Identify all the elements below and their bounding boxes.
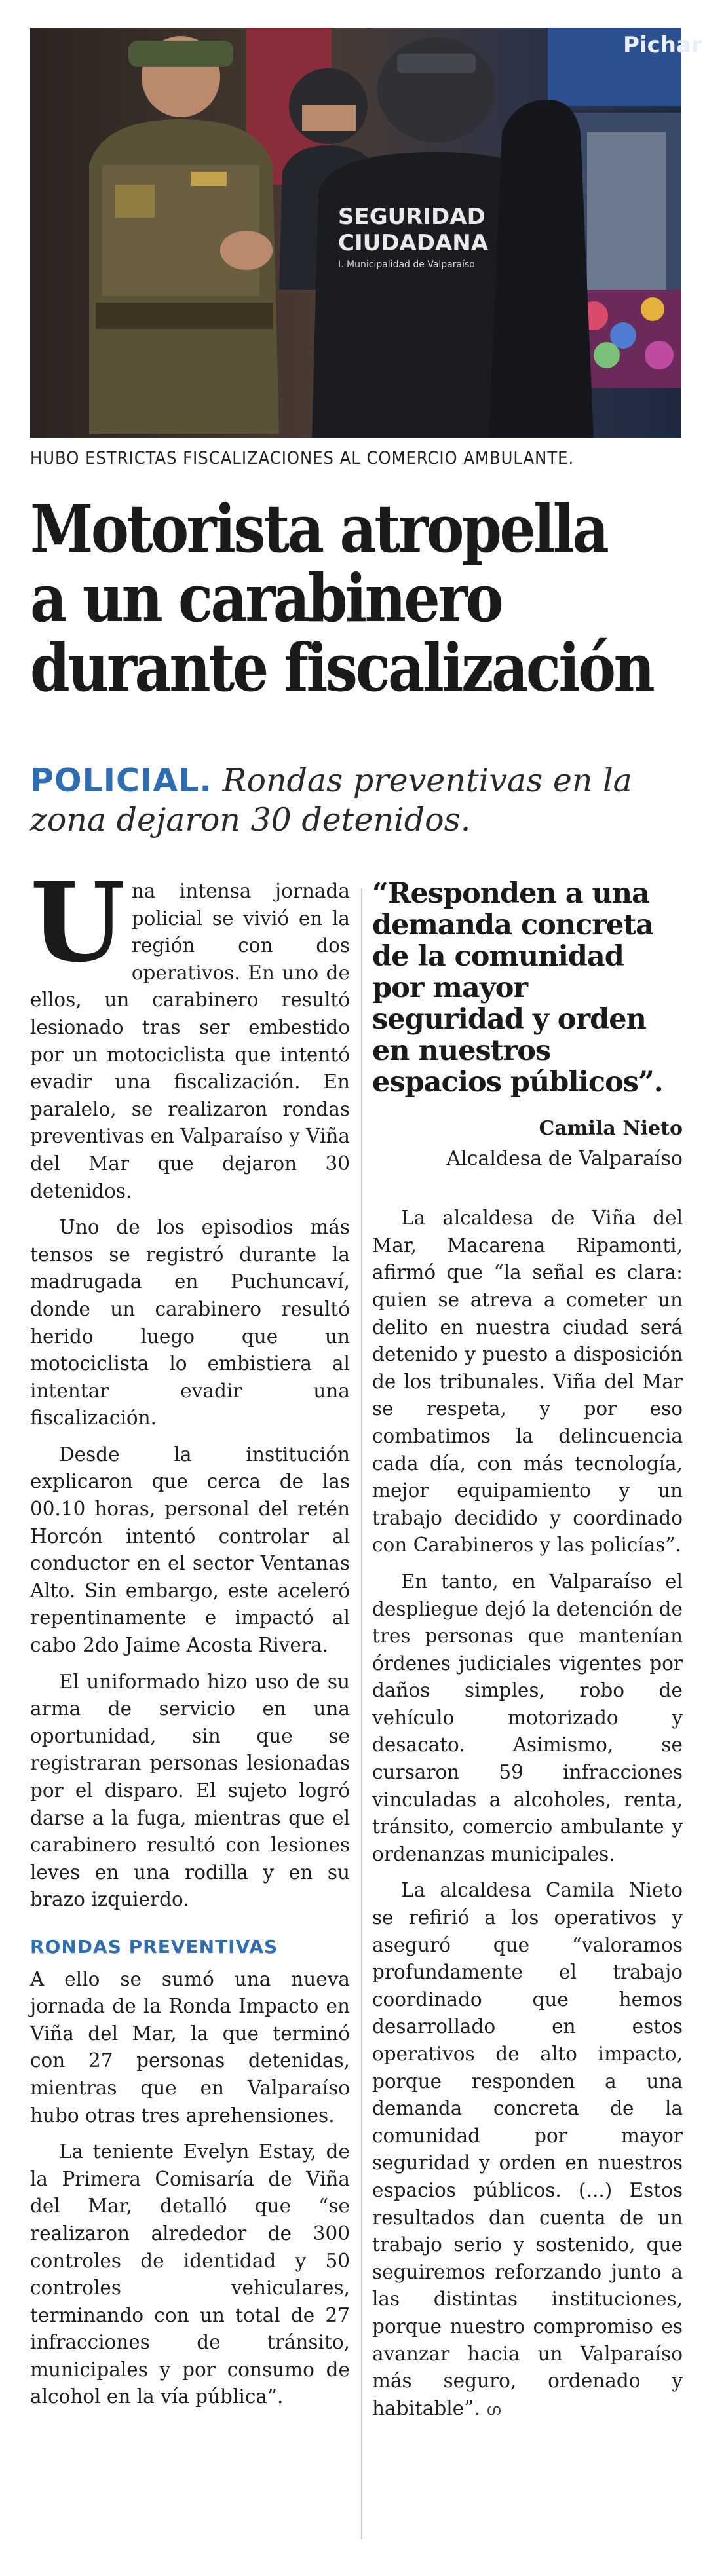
vest-text-line1: SEGURIDAD: [338, 204, 486, 230]
quote-author-role: Alcaldesa de Valparaíso: [446, 1146, 683, 1170]
headline-line-2: a un carabinero: [30, 559, 502, 637]
body-paragraph: El uniformado hizo uso de su arma de servicio en una oportunidad, sin que se registraran personas lesionadas por el disparo. El sujeto logró darse a la fuga, mientras que el carabinero resultó con lesiones leves en una rodilla y en su brazo izquierdo.: [30, 1670, 350, 1911]
body-paragraph: [372, 1877, 683, 2423]
photo-caption: HUBO ESTRICTAS FISCALIZACIONES AL COMERCIO AMBULANTE.: [30, 448, 575, 468]
deck: [30, 761, 685, 840]
right-column: [372, 878, 683, 2433]
headline-line-3: durante fiscalización: [30, 629, 653, 706]
vest-text-line3: I. Municipalidad de Valparaíso: [338, 259, 475, 270]
news-photo: [30, 28, 702, 438]
quote-author: Camila Nieto: [539, 1117, 683, 1140]
section-kicker: POLICIAL.: [30, 762, 212, 799]
vest-text-line2: CIUDADANA: [338, 230, 489, 256]
body-paragraph: Desde la institución explicaron que cerca de las 00.10 horas, personal del retén Horcón intentó controlar al conductor en el sector Ventanas Alto. Sin embargo, este aceleró repentinamente e impactó al cabo 2do Jaime Acosta Rivera.: [30, 1443, 350, 1657]
body-paragraph: En tanto, en Valparaíso el despliegue dejó la detención de tres personas que mantenían órdenes judiciales vigentes por daños simples, robo de vehículo motorizado y desacato. Asimismo, se cursaron 59 infracciones vinculadas a alcoholes, renta, tránsito, comercio ambulante y ordenanzas municipales.: [372, 1570, 683, 1865]
lead-paragraph-text: na intensa jornada policial se vivió en la región con dos operativos. En uno de ellos, un carabinero resultó lesionado tras ser embestido por un motociclista que intentó evadir una fiscalización. En paralelo, se realizaron rondas preventivas en Valparaíso y Viña del Mar que dejaron 30 detenidos.: [30, 880, 350, 1202]
body-paragraph: Uno de los episodios más tensos se registró durante la madrugada en Puchuncaví, donde un carabinero resultó herido luego que un motociclista lo embistiera al intentar evadir una fiscalización.: [30, 1216, 350, 1430]
left-column: [30, 859, 350, 2420]
body-paragraph: A ello se sumó una nueva jornada de la Ronda Impacto en Viña del Mar, la que terminó con 27 personas detenidas, mientras que en Valparaíso hubo otras tres aprehensiones.: [30, 1967, 350, 2127]
pull-quote: “Responden a una demanda concreta de la comunidad por mayor seguridad y orden en nuestros espacios públicos”.: [372, 877, 663, 1099]
drop-cap: U: [30, 859, 125, 987]
photo-illustration: [30, 28, 702, 438]
deck-text: Rondas preventivas en la zona dejaron 30 detenidos.: [30, 762, 632, 839]
headline: [30, 490, 653, 706]
body-paragraph-text: La alcaldesa Camila Nieto se refirió a los operativos y aseguró que “valoramos profundamente el trabajo coordinado que hemos desarrollado en estos operativos de alto impacto, porque responden a una demanda concreta de la comunidad por mayor seguridad y orden en nuestros espacios públicos. (...) Estos resultados dan cuenta de un trabajo serio y sostenido, que seguiremos reforzando junto a las distintas instituciones, porque nuestro compromiso es avanzar hacia un Valparaíso más seguro, ordenado y habitable”.: [372, 1879, 683, 2419]
subheading: RONDAS PREVENTIVAS: [30, 1935, 278, 1958]
headline-line-1: Motorista atropella: [30, 490, 607, 567]
end-mark-icon: ഗ: [486, 2400, 501, 2419]
body-paragraph: La teniente Evelyn Estay, de la Primera Comisaría de Viña del Mar, detalló que “se realizaron alrededor de 300 controles de identidad y 50 controles vehiculares, terminando con un total de 27 infracciones de tránsito, municipales y por consumo de alcohol en la vía pública”.: [30, 2140, 350, 2408]
column-divider: [361, 888, 362, 2539]
lead-paragraph: [30, 859, 350, 1205]
storefront-sign: Pichar: [623, 32, 702, 58]
body-paragraph: La alcaldesa de Viña del Mar, Macarena Ripamonti, afirmó que “la señal es clara: quien se atreva a cometer un delito en nuestra ciudad será detenido y puesto a disposición de los tribunales. Viña del Mar se respeta, y por eso combatimos la delincuencia cada día, con más tecnología, mejor equipamiento y un trabajo decidido y coordinado con Carabineros y las policías”.: [372, 1207, 683, 1557]
